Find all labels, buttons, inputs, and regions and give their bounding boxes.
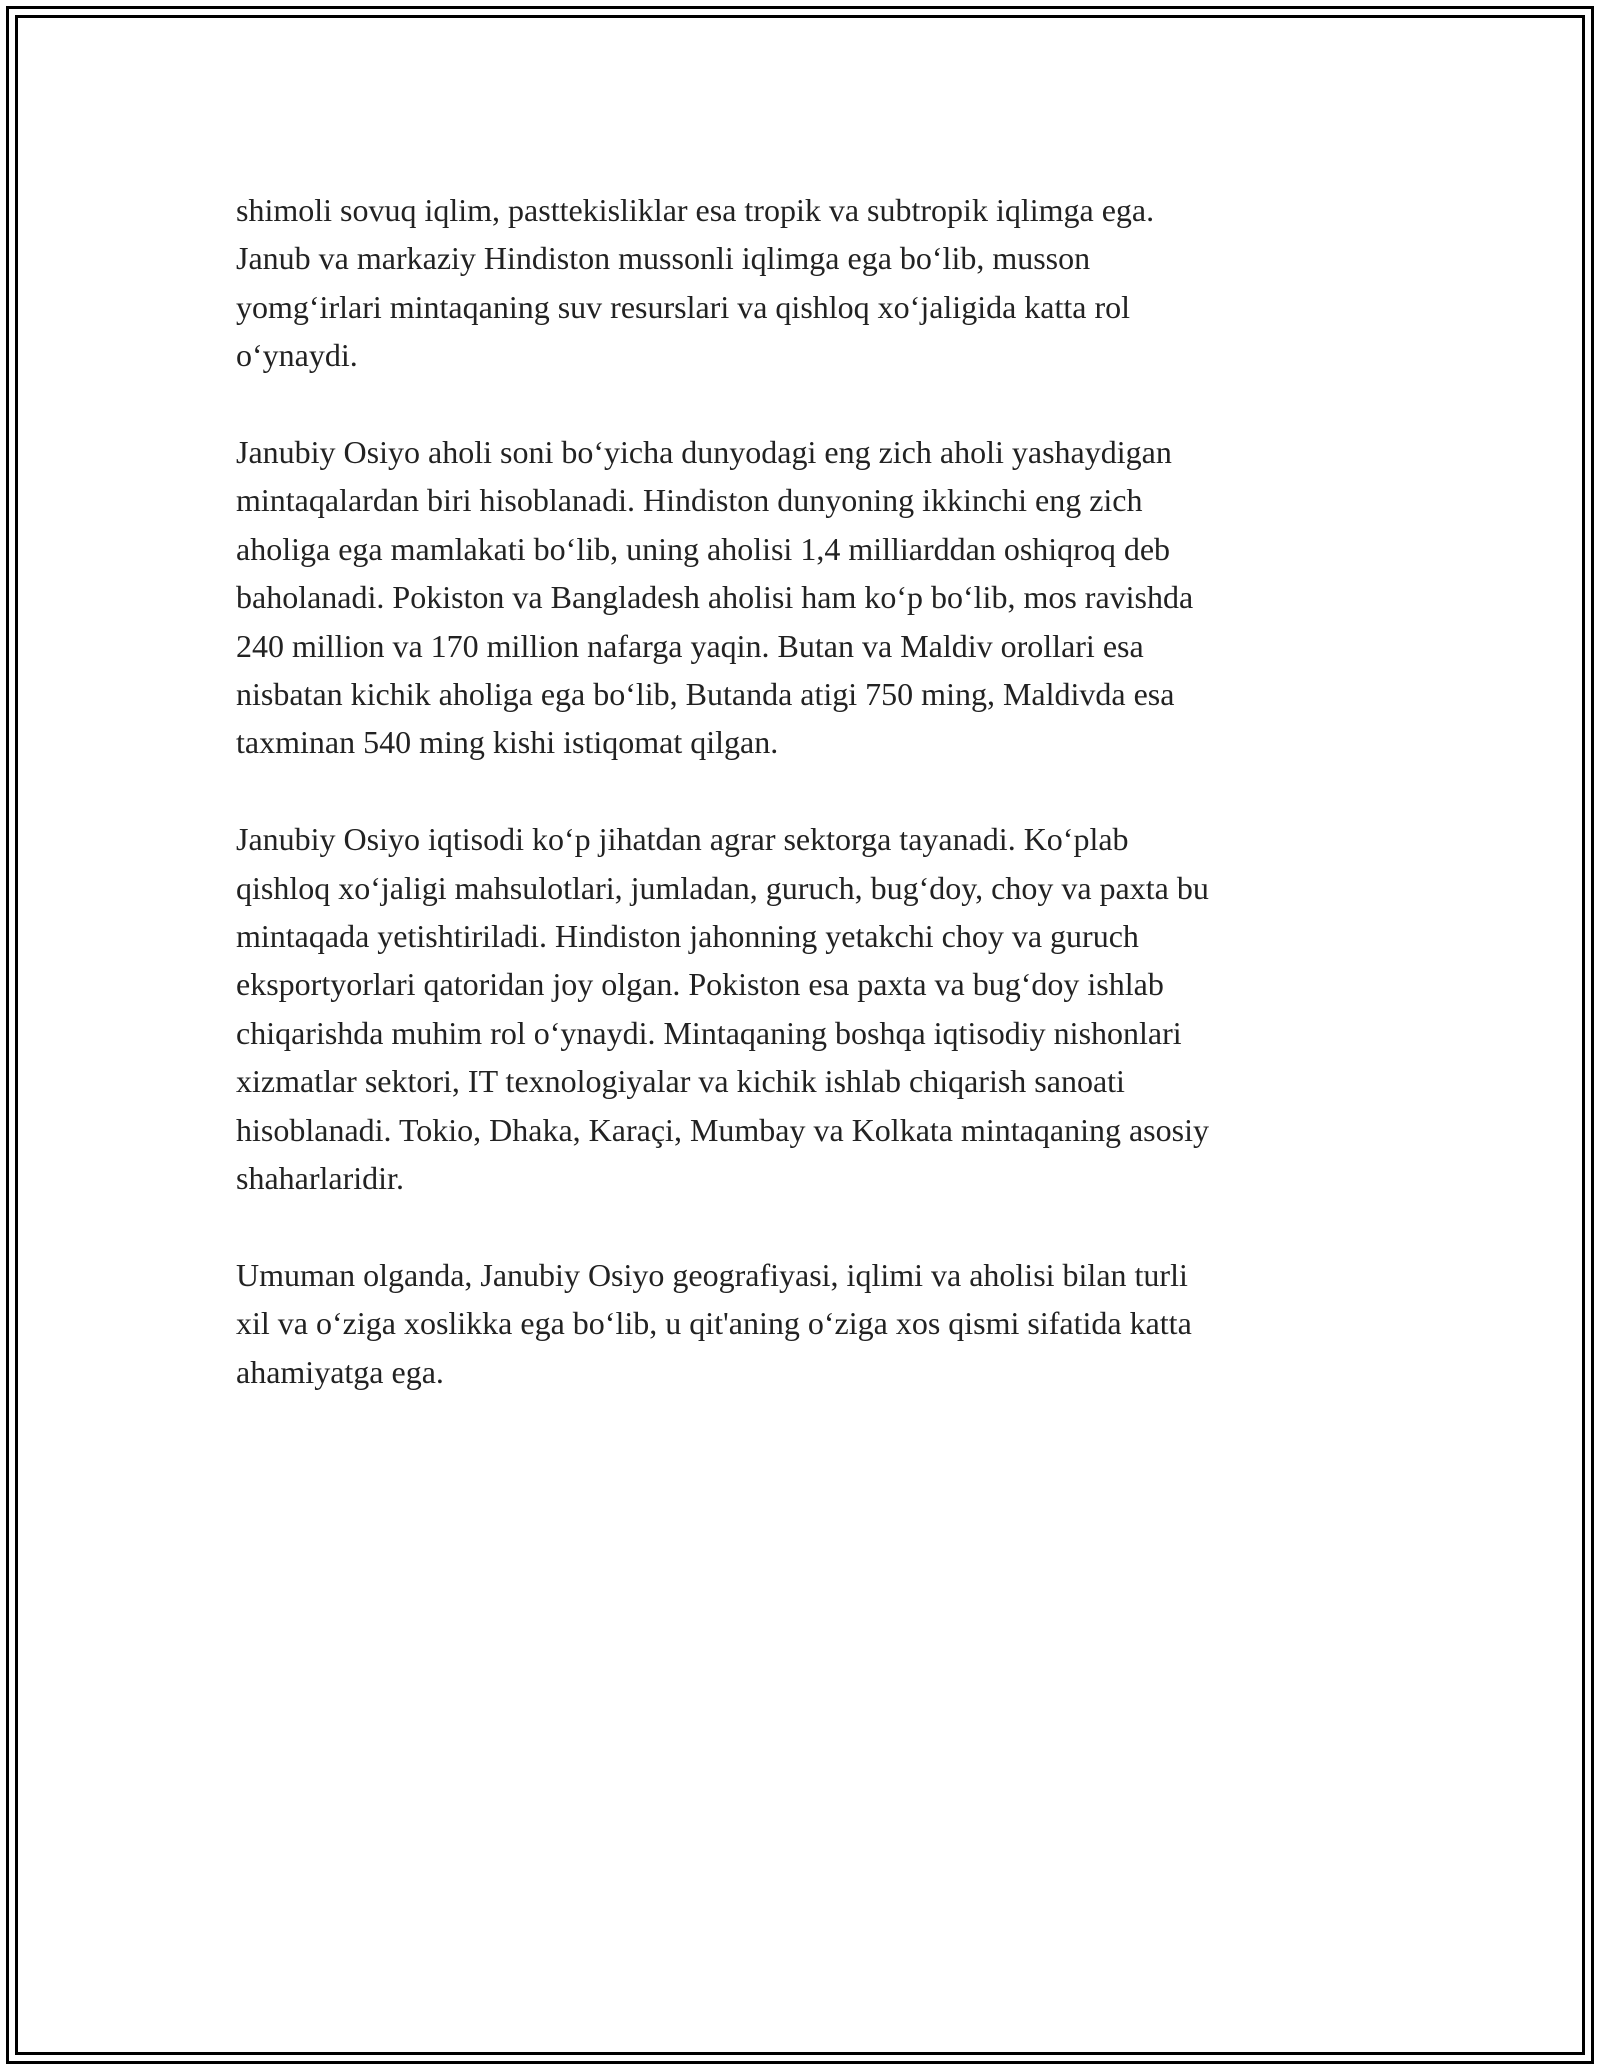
paragraph-climate: shimoli sovuq iqlim, pasttekisliklar esa tropik va subtropik iqlimga ega. Janub va markaziy Hindiston mussonli iqlimga ega bo‘lib, musson yomg‘irlari mintaqaning suv resurslari va qishloq xo‘jaligida katta rol o‘ynaydi. — [236, 192, 1155, 374]
paragraph-population: Janubiy Osiyo aholi soni bo‘yicha dunyodagi eng zich aholi yashaydigan mintaqalardan biri hisoblanadi. Hindiston dunyoning ikkinchi eng zich aholiga ega mamlakati bo‘lib, uning aholisi 1,4 milliarddan oshiqroq deb baholanadi. Pokiston va Bangladesh aholisi ham ko‘p bo‘lib, mos ravishda 240 million va 170 million nafarga yaqin. Butan va Maldiv orollari esa nisbatan kichik aholiga ega bo‘lib, Butanda atigi 750 ming, Maldivda esa taxminan 540 ming kishi istiqomat qilgan. — [236, 434, 1194, 761]
paragraph-economy: Janubiy Osiyo iqtisodi ko‘p jihatdan agrar sektorga tayanadi. Ko‘plab qishloq xo‘jaligi mahsulotlari, jumladan, guruch, bug‘doy, choy va paxta bu mintaqada yetishtiriladi. Hindiston jahonning yetakchi choy va guruch eksportyorlari qatoridan joy olgan. Pokiston esa paxta va bug‘doy ishlab chiqarishda muhim rol o‘ynaydi. Mintaqaning boshqa iqtisodiy nishonlari xizmatlar sektori, IT texnologiyalar va kichik ishlab chiqarish sanoati hisoblanadi. Tokio, Dhaka, Karaçi, Mumbay va Kolkata mintaqaning asosiy shaharlaridir. — [236, 821, 1209, 1197]
paragraph-conclusion: Umuman olganda, Janubiy Osiyo geografiyasi, iqlimi va aholisi bilan turli xil va o‘ziga xoslikka ega bo‘lib, u qit'aning o‘ziga xos qismi sifatida katta ahamiyatga ega. — [236, 1256, 1192, 1390]
document-body — [236, 186, 1361, 1445]
